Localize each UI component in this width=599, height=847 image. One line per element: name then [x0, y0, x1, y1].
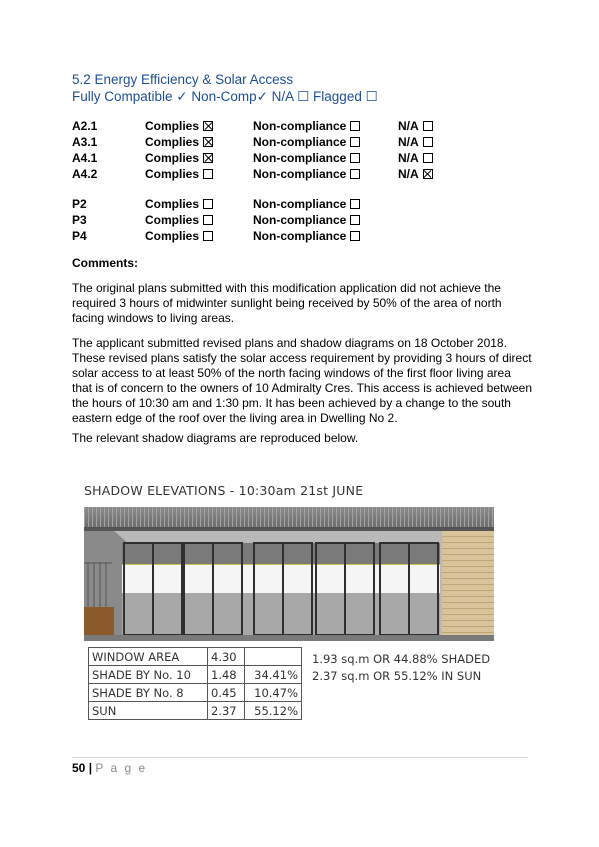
table-cell: 0.45	[208, 684, 245, 702]
checked-box-icon	[203, 153, 213, 163]
empty-box-icon	[350, 199, 360, 209]
complies-option: Complies	[145, 167, 213, 181]
empty-box-icon	[350, 153, 360, 163]
shade-table	[88, 647, 302, 720]
complies-option: Complies	[145, 197, 213, 211]
table-row	[89, 702, 302, 720]
clause-code: A4.2	[72, 167, 98, 181]
table-cell: 4.30	[208, 648, 245, 666]
table-cell: 10.47%	[245, 684, 302, 702]
empty-box-icon	[423, 137, 433, 147]
checked-box-icon	[203, 121, 213, 131]
summary-line: 1.93 sq.m OR 44.88% SHADED	[312, 652, 491, 666]
noncompliance-option: Non-compliance	[253, 151, 360, 165]
empty-box-icon	[203, 199, 213, 209]
table-cell: 1.48	[208, 666, 245, 684]
clause-code: A4.1	[72, 151, 98, 165]
empty-box-icon	[203, 231, 213, 241]
empty-box-icon	[350, 215, 360, 225]
complies-option: Complies	[145, 151, 213, 165]
page-number: 50	[72, 761, 86, 775]
comment-paragraph: The original plans submitted with this modification application did not achieve the required 3 hours of midwinter sunlight being received by 50% of the area of north facing windows to living areas.	[72, 281, 502, 325]
comment-paragraph: The relevant shadow diagrams are reproduced below.	[72, 431, 359, 445]
figure-title: SHADOW ELEVATIONS - 10:30am 21st JUNE	[84, 483, 364, 498]
empty-box-icon	[203, 215, 213, 225]
checked-box-icon	[423, 169, 433, 179]
noncompliance-option: Non-compliance	[253, 229, 360, 243]
table-row	[89, 666, 302, 684]
checked-box-icon	[203, 137, 213, 147]
table-cell: SHADE BY No. 10	[89, 666, 208, 684]
page-footer	[72, 761, 147, 775]
footer-separator: |	[88, 761, 93, 775]
footer-divider	[72, 757, 528, 758]
shade-summary	[312, 651, 490, 685]
clause-code: P3	[72, 213, 87, 227]
empty-box-icon	[423, 153, 433, 163]
empty-box-icon	[350, 231, 360, 241]
table-cell: SUN	[89, 702, 208, 720]
empty-box-icon	[350, 121, 360, 131]
table-cell: SHADE BY No. 8	[89, 684, 208, 702]
section-heading	[72, 71, 378, 105]
comment-paragraph: The applicant submitted revised plans and shadow diagrams on 18 October 2018. These revised plans satisfy the solar access requirement by providing 3 hours of direct solar access to at least 50% of the north facing windows of the first floor living area that is of concern to the owners of 10 Admiralty Cres. This access is achieved between the hours of 10:30 am and 1:30 pm. It has been achieved by a change to the south eastern edge of the roof over the living area in Dwelling No 2.	[72, 336, 533, 425]
na-option: N/A	[398, 151, 433, 165]
na-option: N/A	[398, 119, 433, 133]
complies-option: Complies	[145, 229, 213, 243]
empty-box-icon	[423, 121, 433, 131]
noncompliance-option: Non-compliance	[253, 167, 360, 181]
table-row	[89, 684, 302, 702]
clause-code: A2.1	[72, 119, 98, 133]
table-row	[89, 648, 302, 666]
table-cell	[245, 648, 302, 666]
na-option: N/A	[398, 167, 433, 181]
noncompliance-option: Non-compliance	[253, 197, 360, 211]
empty-box-icon	[203, 169, 213, 179]
table-cell: WINDOW AREA	[89, 648, 208, 666]
complies-option: Complies	[145, 135, 213, 149]
complies-option: Complies	[145, 119, 213, 133]
clause-code: P2	[72, 197, 87, 211]
empty-box-icon	[350, 137, 360, 147]
shadow-diagram-figure	[84, 483, 496, 718]
shadow-elevation-image	[84, 507, 494, 641]
noncompliance-option: Non-compliance	[253, 135, 360, 149]
table-cell: 34.41%	[245, 666, 302, 684]
noncompliance-option: Non-compliance	[253, 119, 360, 133]
summary-line: 2.37 sq.m OR 55.12% IN SUN	[312, 669, 482, 683]
compliance-status-line: Fully Compatible ✓ Non-Comp✓ N/A ☐ Flagged ☐	[72, 89, 378, 104]
empty-box-icon	[350, 169, 360, 179]
page-label: P a g e	[95, 761, 148, 775]
clause-code: P4	[72, 229, 87, 243]
table-cell: 2.37	[208, 702, 245, 720]
comments-label: Comments:	[72, 256, 139, 270]
table-cell: 55.12%	[245, 702, 302, 720]
complies-option: Complies	[145, 213, 213, 227]
noncompliance-option: Non-compliance	[253, 213, 360, 227]
clause-code: A3.1	[72, 135, 98, 149]
na-option: N/A	[398, 135, 433, 149]
section-title: 5.2 Energy Efficiency & Solar Access	[72, 72, 294, 87]
